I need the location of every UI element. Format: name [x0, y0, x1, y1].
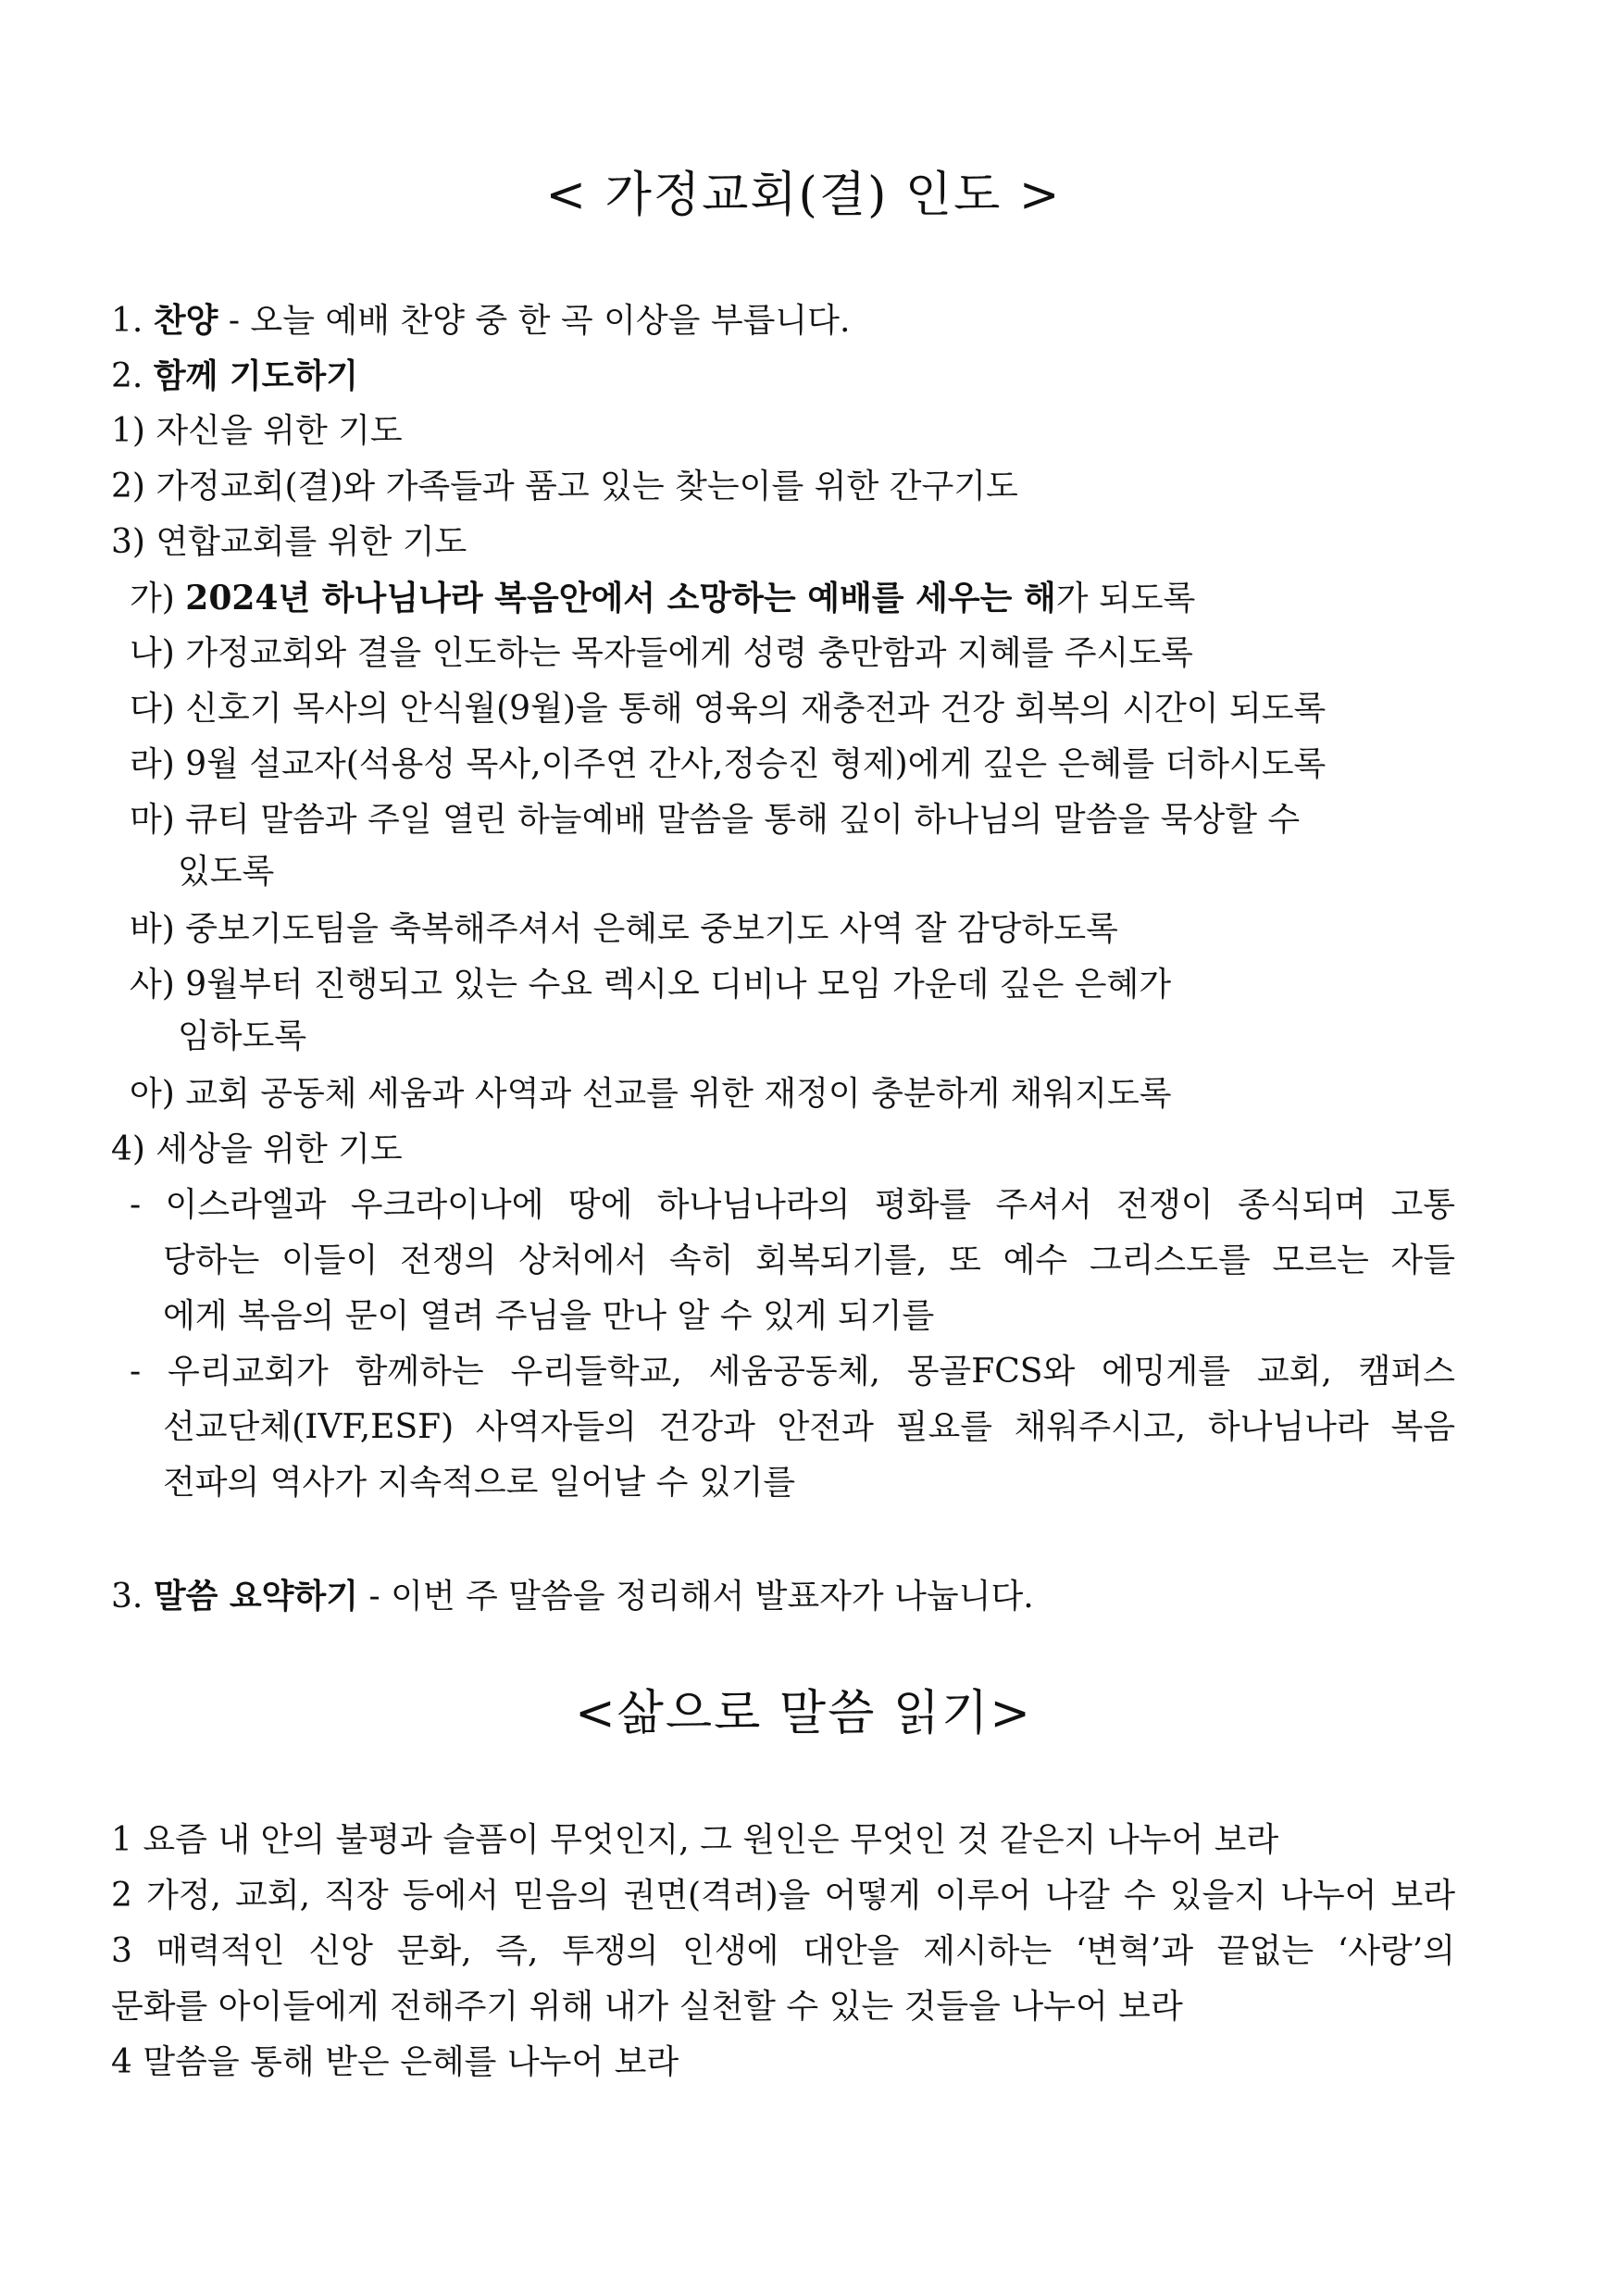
section-1-worship	[111, 300, 850, 342]
church-prayer-ma-line1: 마) 큐티 말씀과 주일 열린 하늘예배 말씀을 통해 깊이 하나님의 말씀을 묵상할 수	[130, 801, 1301, 839]
church-prayer-ma-line2: 있도록	[178, 853, 275, 891]
section-label: 말씀 요약하기	[153, 1577, 359, 1616]
section-3-summary	[111, 1576, 1034, 1617]
world-prayer-2-line3: 전파의 역사가 지속적으로 일어날 수 있기를	[163, 1464, 796, 1502]
church-prayer-sa-line2: 임하도록	[178, 1017, 307, 1055]
church-prayer-na: 나) 가정교회와 결을 인도하는 목자들에게 성령 충만함과 지혜를 주시도록	[130, 634, 1193, 672]
section-label: 함께 기도하기	[153, 356, 359, 395]
question-2: 2 가정, 교회, 직장 등에서 믿음의 권면(격려)을 어떻게 이루어 나갈 수 있을지 나누어 보라	[111, 1877, 1455, 1915]
section-number: 1.	[111, 302, 143, 340]
prayer-item-4: 4) 세상을 위한 기도	[111, 1130, 403, 1168]
church-prayer-ra: 라) 9월 설교자(석용성 목사,이주연 간사,정승진 형제)에게 깊은 은혜를 더하시도록	[130, 745, 1327, 783]
church-prayer-sa-line1: 사) 9월부터 진행되고 있는 수요 렉시오 디비나 모임 가운데 깊은 은혜가	[130, 966, 1172, 1004]
question-4: 4 말씀을 통해 받은 은혜를 나누어 보라	[111, 2043, 679, 2081]
section-description: - 오늘 예배 찬양 중 한 곡 이상을 부릅니다.	[218, 302, 851, 340]
section-2-prayer	[111, 356, 358, 397]
section-label: 찬양	[153, 301, 218, 340]
item-prefix: 가)	[130, 580, 186, 618]
world-prayer-1-line1: - 이스라엘과 우크라이나에 땅에 하나님나라의 평화를 주셔서 전쟁이 종식되며 고통	[130, 1186, 1455, 1224]
world-prayer-2-line2: 선교단체(IVF,ESF) 사역자들의 건강과 안전과 필요를 채워주시고, 하나님나라 복음	[163, 1408, 1455, 1446]
church-prayer-aa: 아) 교회 공동체 세움과 사역과 선교를 위한 재정이 충분하게 채워지도록	[130, 1075, 1172, 1113]
world-prayer-1-line2: 당하는 이들이 전쟁의 상처에서 속히 회복되기를, 또 예수 그리스도를 모르는 자들	[163, 1242, 1455, 1279]
question-1: 1 요즘 내 안의 불평과 슬픔이 무엇인지, 그 원인은 무엇인 것 같은지 나누어 보라	[111, 1821, 1279, 1859]
prayer-item-3: 3) 연합교회를 위한 기도	[111, 523, 467, 561]
church-prayer-ba: 바) 중보기도팀을 축복해주셔서 은혜로 중보기도 사역 잘 감당하도록	[130, 910, 1118, 948]
item-rest: 가 되도록	[1055, 580, 1196, 618]
section-number: 3.	[111, 1578, 143, 1616]
question-3-line2: 문화를 아이들에게 전해주기 위해 내가 실천할 수 있는 것들을 나누어 보라	[111, 1988, 1183, 2026]
question-3-line1: 3 매력적인 신앙 문화, 즉, 투쟁의 인생에 대안을 제시하는 ‘변혁’과 끝없는 ‘사랑’의	[111, 1932, 1455, 1970]
item-emphasis: 2024년 하나님나라 복음안에서 소망하는 예배를 세우는 해	[185, 579, 1056, 618]
world-prayer-2-line1: - 우리교회가 함께하는 우리들학교, 세움공동체, 몽골FCS와 에밍게를 교회, 캠퍼스	[130, 1353, 1455, 1391]
church-prayer-ga	[130, 578, 1195, 619]
subsection-title: <삶으로 말씀 읽기>	[575, 1686, 1032, 1741]
section-number: 2.	[111, 357, 143, 395]
prayer-item-1: 1) 자신을 위한 기도	[111, 412, 403, 450]
section-description: - 이번 주 말씀을 정리해서 발표자가 나눕니다.	[358, 1578, 1034, 1616]
church-prayer-da: 다) 신호기 목사의 안식월(9월)을 통해 영육의 재충전과 건강 회복의 시간이 되도록	[130, 690, 1327, 728]
prayer-item-2: 2) 가정교회(결)와 가족들과 품고 있는 찾는이를 위한 간구기도	[111, 468, 1018, 505]
page-title: < 가정교회(결) 인도 >	[545, 168, 1062, 223]
world-prayer-1-line3: 에게 복음의 문이 열려 주님을 만나 알 수 있게 되기를	[163, 1297, 935, 1335]
